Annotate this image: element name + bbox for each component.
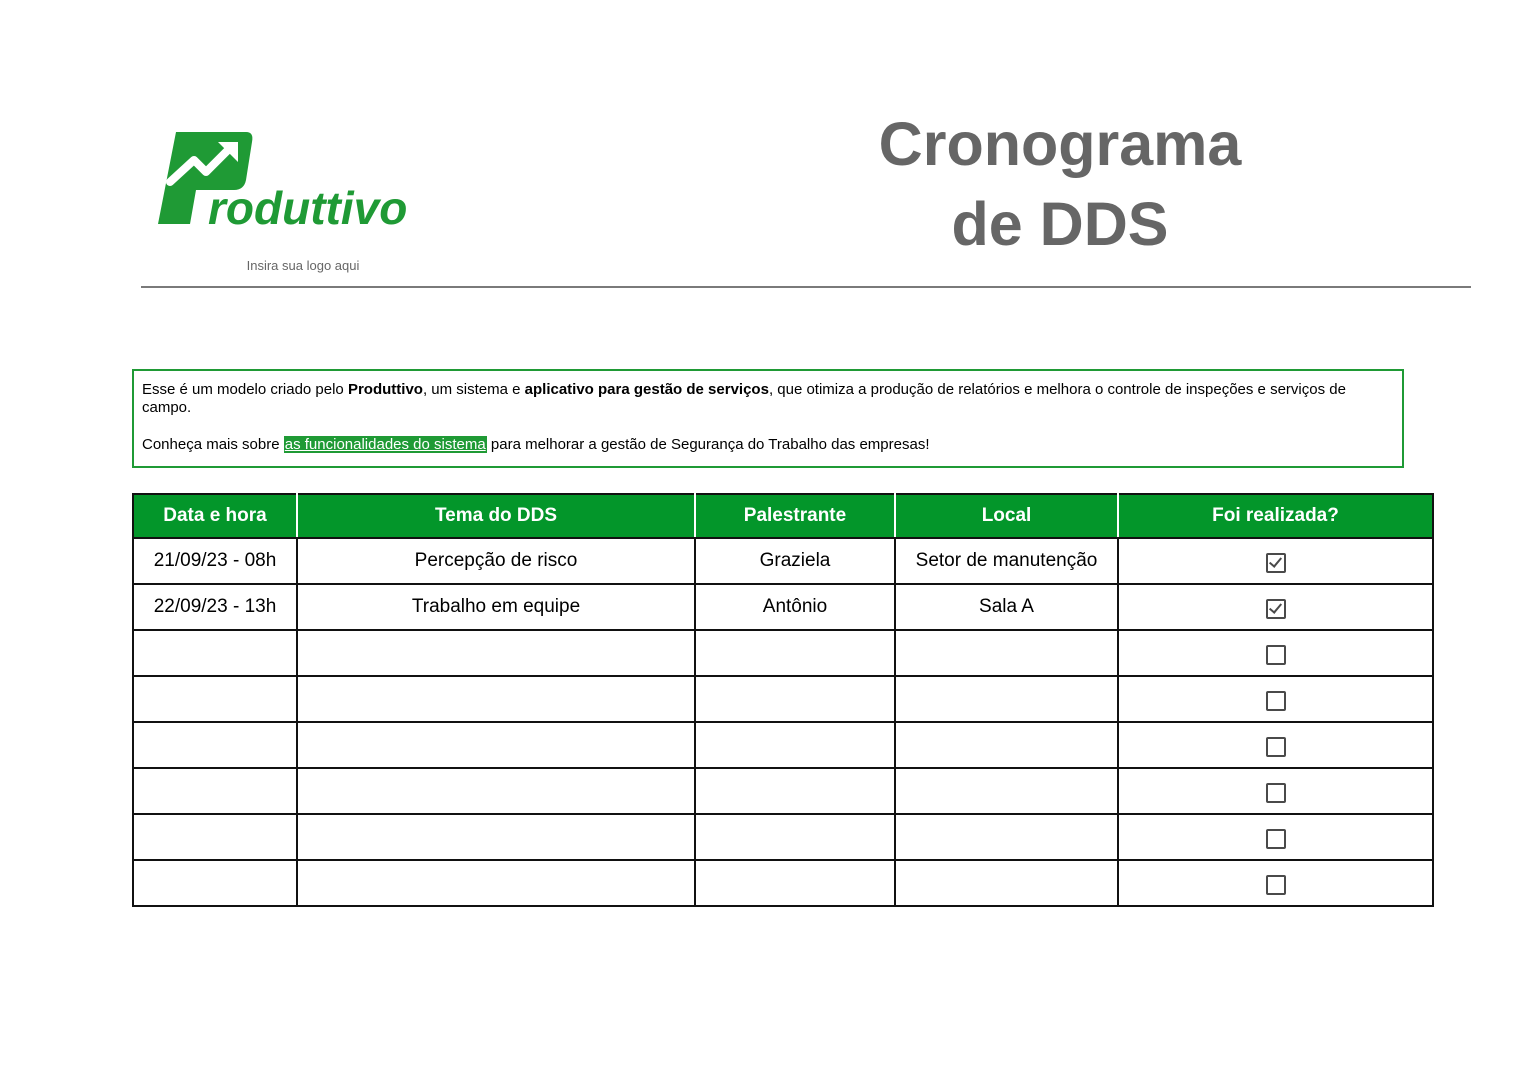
table-row — [133, 860, 1433, 906]
column-header-speaker: Palestrante — [695, 494, 895, 538]
speaker-cell[interactable] — [695, 676, 895, 722]
info-paragraph-1 — [142, 381, 1394, 417]
speaker-cell[interactable] — [695, 722, 895, 768]
empty-checkbox[interactable] — [1266, 829, 1286, 849]
info-text: Conheça mais sobre — [142, 436, 284, 453]
info-text: , que otimiza a produção de relatórios e melhora o controle de inspeções e serviços de campo. — [142, 381, 1346, 416]
page-title — [830, 104, 1290, 264]
topic-cell[interactable]: Percepção de risco — [297, 538, 695, 584]
table-row — [133, 538, 1433, 584]
features-link[interactable]: as funcionalidades do sistema — [284, 436, 486, 453]
table-row — [133, 584, 1433, 630]
speaker-cell[interactable] — [695, 814, 895, 860]
info-emphasis: aplicativo para gestão de serviços — [524, 381, 769, 398]
table-body — [133, 538, 1433, 906]
speaker-cell[interactable] — [695, 630, 895, 676]
checked-checkbox[interactable] — [1266, 553, 1286, 573]
info-text: Esse é um modelo criado pelo — [142, 381, 348, 398]
done-cell — [1118, 676, 1433, 722]
table-row — [133, 814, 1433, 860]
column-header-topic: Tema do DDS — [297, 494, 695, 538]
logo-caption: Insira sua logo aqui — [246, 258, 360, 273]
table-row — [133, 630, 1433, 676]
speaker-cell[interactable]: Graziela — [695, 538, 895, 584]
produttivo-logo-icon — [150, 124, 450, 234]
place-cell[interactable] — [895, 814, 1118, 860]
empty-checkbox[interactable] — [1266, 645, 1286, 665]
date-cell[interactable]: 21/09/23 - 08h — [133, 538, 297, 584]
date-cell[interactable]: 22/09/23 - 13h — [133, 584, 297, 630]
date-cell[interactable] — [133, 676, 297, 722]
checked-checkbox[interactable] — [1266, 599, 1286, 619]
header-divider — [141, 286, 1471, 288]
date-cell[interactable] — [133, 630, 297, 676]
empty-checkbox[interactable] — [1266, 875, 1286, 895]
empty-checkbox[interactable] — [1266, 691, 1286, 711]
topic-cell[interactable] — [297, 814, 695, 860]
place-cell[interactable] — [895, 676, 1118, 722]
done-cell — [1118, 860, 1433, 906]
topic-cell[interactable] — [297, 630, 695, 676]
table-row — [133, 768, 1433, 814]
done-cell — [1118, 722, 1433, 768]
empty-checkbox[interactable] — [1266, 783, 1286, 803]
place-cell[interactable] — [895, 722, 1118, 768]
column-header-place: Local — [895, 494, 1118, 538]
empty-checkbox[interactable] — [1266, 737, 1286, 757]
date-cell[interactable] — [133, 860, 297, 906]
speaker-cell[interactable] — [695, 768, 895, 814]
done-cell — [1118, 630, 1433, 676]
page-title-line-2: de DDS — [951, 190, 1169, 258]
speaker-cell[interactable] — [695, 860, 895, 906]
place-cell[interactable]: Setor de manutenção — [895, 538, 1118, 584]
done-cell — [1118, 768, 1433, 814]
date-cell[interactable] — [133, 722, 297, 768]
company-logo — [150, 124, 450, 234]
topic-cell[interactable] — [297, 676, 695, 722]
date-cell[interactable] — [133, 814, 297, 860]
topic-cell[interactable]: Trabalho em equipe — [297, 584, 695, 630]
info-box — [132, 369, 1404, 468]
table-row — [133, 676, 1433, 722]
page-title-line-1: Cronograma — [878, 110, 1242, 178]
place-cell[interactable] — [895, 768, 1118, 814]
info-brand-name: Produttivo — [347, 381, 423, 398]
svg-text:roduttivo: roduttivo — [208, 182, 408, 234]
place-cell[interactable] — [895, 860, 1118, 906]
done-cell — [1118, 538, 1433, 584]
place-cell[interactable] — [895, 630, 1118, 676]
place-cell[interactable]: Sala A — [895, 584, 1118, 630]
table-header-row — [133, 494, 1433, 538]
topic-cell[interactable] — [297, 768, 695, 814]
done-cell — [1118, 584, 1433, 630]
topic-cell[interactable] — [297, 860, 695, 906]
done-cell — [1118, 814, 1433, 860]
info-paragraph-2 — [142, 436, 1394, 454]
info-text: , um sistema e — [422, 381, 525, 398]
date-cell[interactable] — [133, 768, 297, 814]
column-header-done: Foi realizada? — [1118, 494, 1433, 538]
topic-cell[interactable] — [297, 722, 695, 768]
info-text: para melhorar a gestão de Segurança do Trabalho das empresas! — [486, 436, 930, 453]
table-row — [133, 722, 1433, 768]
speaker-cell[interactable]: Antônio — [695, 584, 895, 630]
dds-schedule-table — [132, 493, 1434, 907]
column-header-date: Data e hora — [133, 494, 297, 538]
